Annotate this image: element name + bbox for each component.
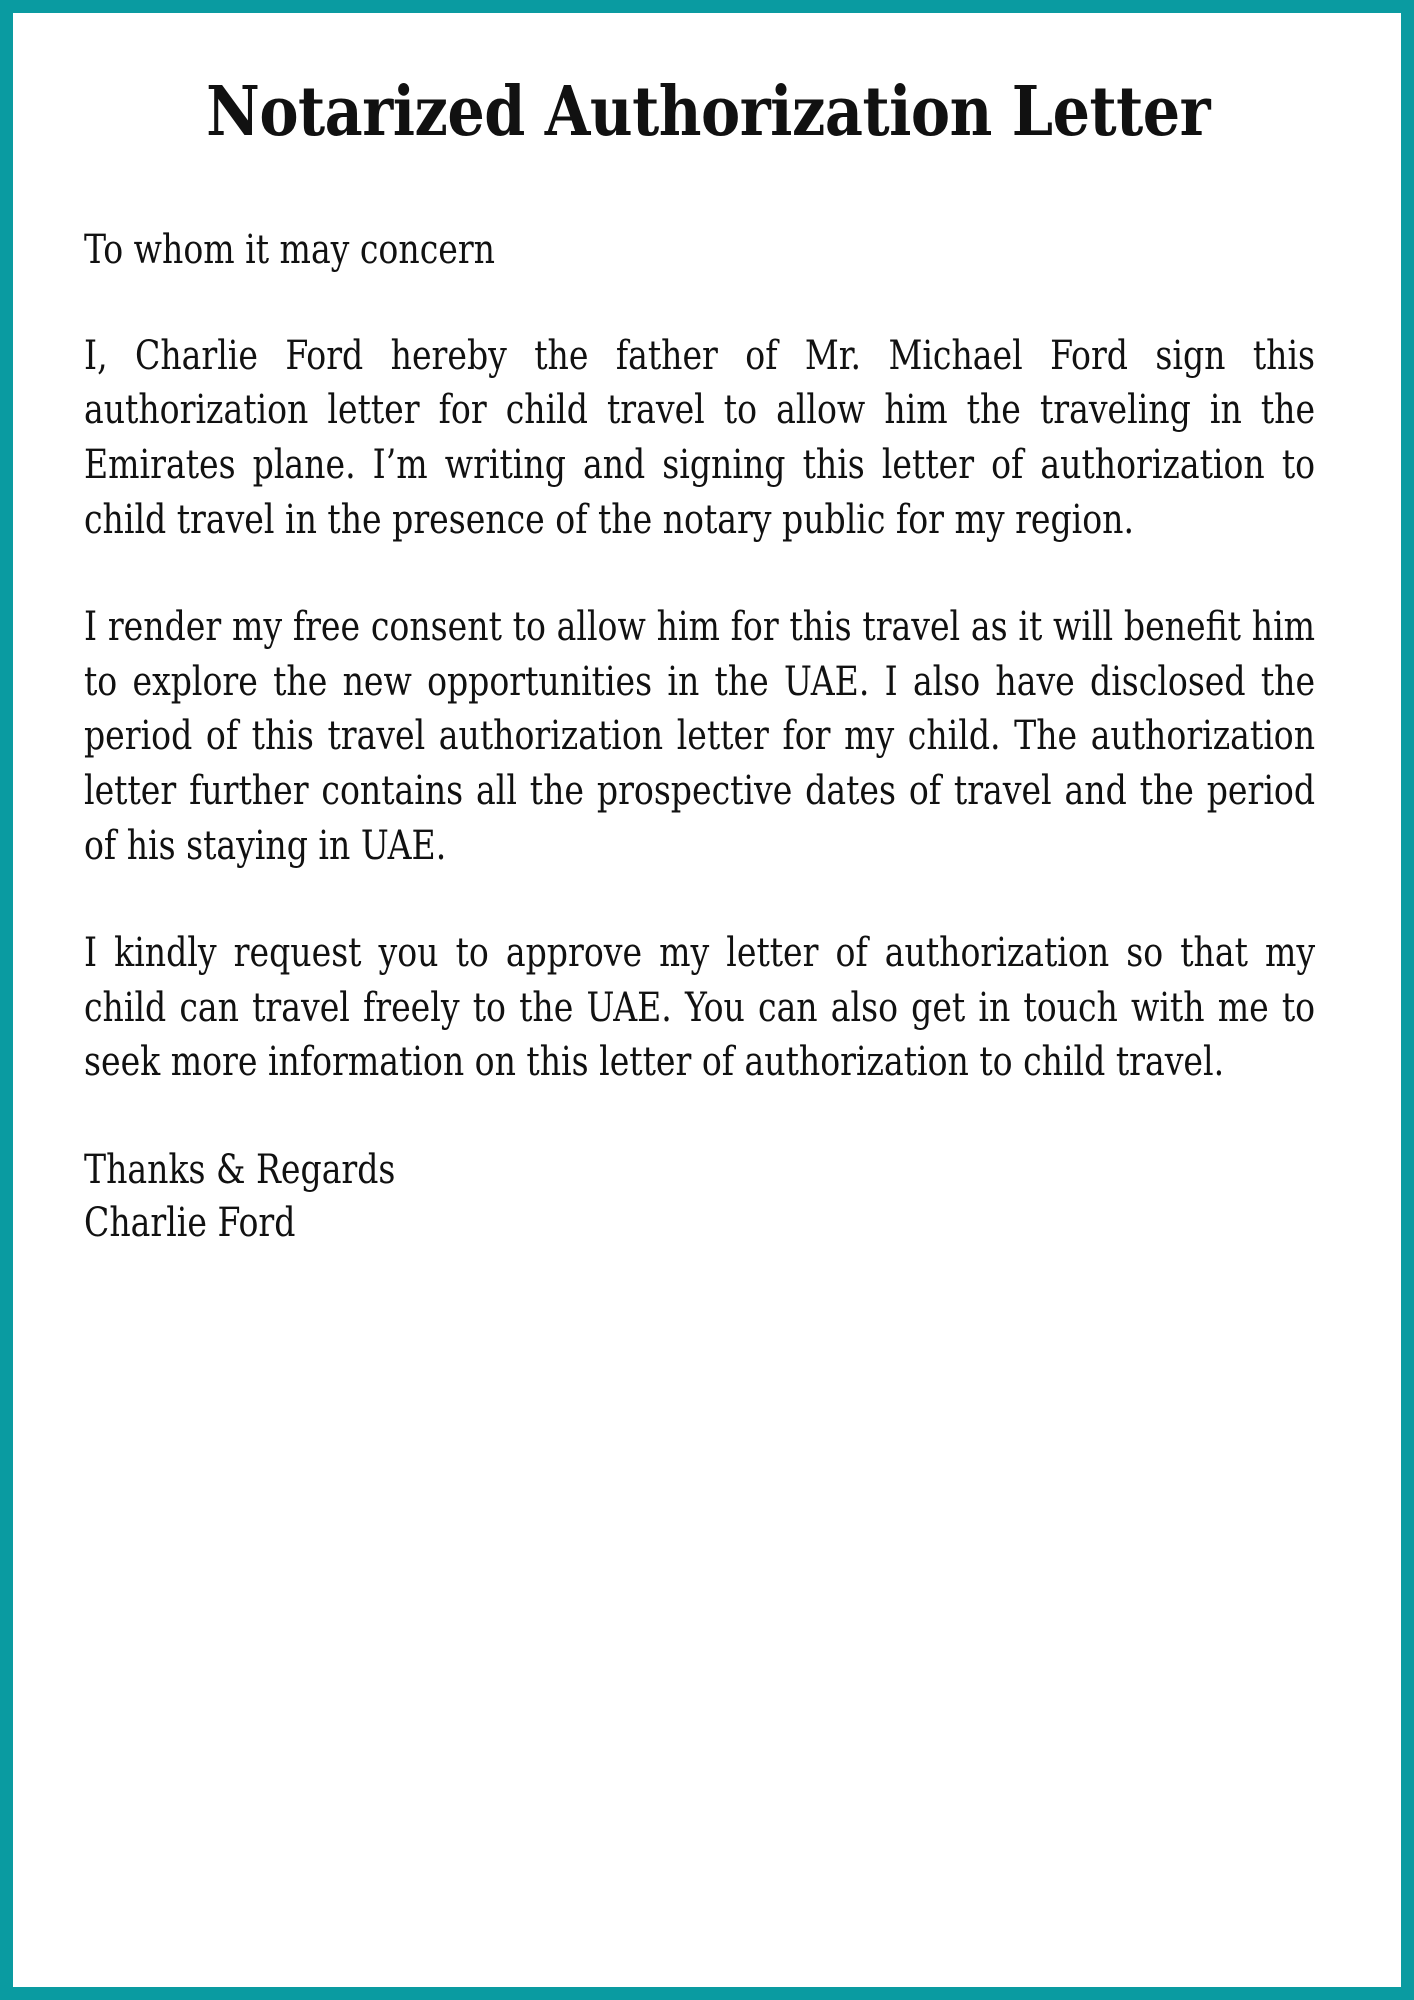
page-title: Notarized Authorization Letter [206, 72, 1211, 152]
letter-body [70, 224, 1329, 1250]
paragraph-1: I, Charlie Ford hereby the father of Mr. Michael Ford sign this authorization letter for child travel to allow him the traveling in the Emirates plane. I’m writing and signing this letter of authorization to child travel in the presence of the notary public for my region. [84, 332, 1316, 543]
closing-regards: Thanks & Regards [84, 1147, 396, 1194]
signature-name: Charlie Ford [84, 1199, 296, 1246]
paragraph-2: I render my free consent to allow him for this travel as it will benefit him to explore the new opportunities in the UAE. I also have disclosed the period of this travel authorization letter for my child. The authorization letter further contains all the prospective dates of travel and the period of his staying in UAE. [84, 603, 1316, 869]
letter-sheet [13, 13, 1401, 1987]
paragraph-3: I kindly request you to approve my letter of authorization so that my child can travel freely to the UAE. You can also get in touch with me to seek more information on this letter of authorization to child travel. [84, 929, 1316, 1086]
salutation-text: To whom it may concern [84, 226, 495, 273]
closing-block [84, 1144, 1217, 1250]
